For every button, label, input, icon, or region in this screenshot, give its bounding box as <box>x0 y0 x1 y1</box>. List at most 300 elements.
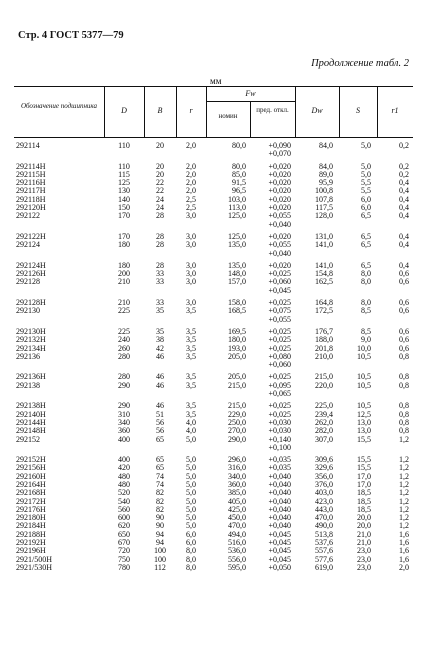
table-row <box>14 390 413 398</box>
cell-fw-limit-dev: +0,025 <box>268 409 291 419</box>
cell-r1: 1,2 <box>399 463 409 473</box>
cell-r1: 0,8 <box>399 351 409 361</box>
cell-r: 5,0 <box>186 471 196 481</box>
table-row <box>14 522 413 530</box>
cell-fw-limit-dev: +0,040 <box>268 513 291 523</box>
cell-r: 8,0 <box>186 562 196 572</box>
table-row <box>14 436 413 444</box>
cell-designation: 292168H <box>16 488 46 498</box>
cell-fw-nominal: 125,0 <box>228 211 246 221</box>
table-row <box>14 250 413 258</box>
cell-Dw: 309,6 <box>315 455 333 465</box>
cell-designation: 2921/500H <box>16 554 52 564</box>
cell-S: 5,5 <box>361 186 371 196</box>
cell-Dw: 172,5 <box>315 306 333 316</box>
cell-fw-limit-dev: +0,090 <box>268 141 291 150</box>
cell-B: 20 <box>156 141 164 150</box>
cell-D: 340 <box>118 417 130 427</box>
cell-B: 94 <box>156 529 164 539</box>
cell-Dw: 307,0 <box>315 434 333 444</box>
cell-designation: 292172H <box>16 496 46 506</box>
cell-fw-nominal: 80,0 <box>232 141 246 150</box>
cell-S: 17,0 <box>357 471 371 481</box>
cell-D: 170 <box>118 231 130 241</box>
cell-fw-limit-dev: +0,040 <box>268 479 291 489</box>
cell-Dw: 329,6 <box>315 463 333 473</box>
cell-r1: 0,6 <box>399 269 409 279</box>
cell-B <box>144 444 176 452</box>
cell-fw-limit-dev: +0,140 <box>268 434 291 444</box>
cell-designation <box>14 361 104 369</box>
cell-D: 310 <box>118 409 130 419</box>
cell-D: 280 <box>118 372 130 382</box>
cell-Dw: 117,5 <box>315 203 333 213</box>
cell-designation: 292116H <box>16 178 46 188</box>
cell-r: 3,5 <box>186 380 196 390</box>
cell-r: 4,0 <box>186 417 196 427</box>
cell-B <box>144 361 176 369</box>
cell-S: 21,0 <box>357 529 371 539</box>
cell-Dw: 131,0 <box>315 231 333 241</box>
cell-D <box>104 444 144 452</box>
cell-S: 17,0 <box>357 479 371 489</box>
cell-fw-nominal: 516,0 <box>228 538 246 548</box>
cell-B: 82 <box>156 504 164 514</box>
cell-B: 112 <box>154 562 166 572</box>
cell-r1: 1,2 <box>399 471 409 481</box>
cell-D <box>104 221 144 229</box>
cell-r: 3,5 <box>186 326 196 336</box>
cell-D: 140 <box>118 194 130 204</box>
cell-D: 240 <box>118 335 130 345</box>
cell-B: 28 <box>156 211 164 221</box>
cell-r: 3,0 <box>186 277 196 287</box>
cell-fw-limit-dev: +0,020 <box>268 169 291 179</box>
row-group <box>14 295 413 324</box>
cell-designation: 292188H <box>16 529 46 539</box>
cell-B: 90 <box>156 513 164 523</box>
cell-r1 <box>377 150 413 158</box>
cell-S: 8,0 <box>361 269 371 279</box>
cell-r1: 0,8 <box>399 417 409 427</box>
table-row <box>14 464 413 472</box>
cell-D <box>104 316 144 324</box>
cell-D <box>104 250 144 258</box>
cell-r1: 0,4 <box>399 194 409 204</box>
cell-S: 23,0 <box>357 546 371 556</box>
cell-fw-limit-dev: +0,040 <box>268 521 291 531</box>
cell-designation <box>14 250 104 258</box>
cell-r: 3,5 <box>186 335 196 345</box>
col-header-Fw: Fw <box>245 89 256 98</box>
cell-D: 280 <box>118 351 130 361</box>
cell-r: 3,5 <box>186 372 196 382</box>
cell-fw-limit-dev: +0,030 <box>268 417 291 427</box>
cell-D: 600 <box>118 513 130 523</box>
cell-fw-nominal: 80,0 <box>232 161 246 171</box>
cell-fw-limit-dev: +0,095 <box>268 380 291 390</box>
cell-fw-nominal: 290,0 <box>228 434 246 444</box>
cell-D: 210 <box>118 298 130 308</box>
cell-B: 46 <box>156 380 164 390</box>
cell-r1 <box>377 444 413 452</box>
table-row <box>14 489 413 497</box>
cell-S: 10,5 <box>357 372 371 382</box>
cell-S: 5,0 <box>361 141 371 150</box>
cell-r1 <box>377 361 413 369</box>
bearing-table <box>14 86 413 572</box>
col-header-Dw: Dw <box>311 106 323 115</box>
cell-fw-limit-dev: +0,025 <box>268 298 291 308</box>
cell-fw-nominal: 296,0 <box>228 455 246 465</box>
cell-S: 23,0 <box>357 554 371 564</box>
cell-fw-nominal: 385,0 <box>228 488 246 498</box>
cell-r: 3,0 <box>186 211 196 221</box>
cell-r1: 1,2 <box>399 479 409 489</box>
cell-B: 56 <box>156 417 164 427</box>
cell-fw-limit-dev: +0,035 <box>268 463 291 473</box>
cell-Dw: 162,5 <box>315 277 333 287</box>
cell-Dw: 201,8 <box>315 343 333 353</box>
cell-S: 13,0 <box>357 426 371 436</box>
cell-S <box>339 250 377 258</box>
cell-S: 6,0 <box>361 194 371 204</box>
cell-fw-limit-dev: +0,045 <box>268 554 291 564</box>
cell-Dw: 107,8 <box>315 194 333 204</box>
cell-D: 360 <box>118 426 130 436</box>
cell-designation: 292130 <box>16 306 40 316</box>
cell-D: 290 <box>118 380 130 390</box>
table-row <box>14 498 413 506</box>
cell-fw-nominal: 270,0 <box>228 426 246 436</box>
table-row <box>14 506 413 514</box>
cell-designation: 292160H <box>16 471 46 481</box>
cell-fw-limit-dev: +0,020 <box>268 260 291 270</box>
cell-fw-limit-dev: +0,020 <box>268 161 291 171</box>
cell-designation <box>14 150 104 158</box>
cell-B: 65 <box>156 455 164 465</box>
cell-Dw <box>295 361 339 369</box>
cell-designation: 292124H <box>16 260 46 270</box>
cell-designation: 292122H <box>16 231 46 241</box>
cell-D: 115 <box>118 169 130 179</box>
cell-r1 <box>377 390 413 398</box>
col-header-r1: r1 <box>391 106 399 115</box>
cell-fw-nominal: 595,0 <box>228 562 246 572</box>
cell-r1: 0,8 <box>399 409 409 419</box>
cell-designation: 292192H <box>16 538 46 548</box>
cell-r: 5,0 <box>186 521 196 531</box>
cell-S <box>339 361 377 369</box>
cell-r <box>176 287 206 295</box>
cell-B: 56 <box>156 426 164 436</box>
cell-r1: 1,6 <box>399 529 409 539</box>
cell-S: 18,5 <box>357 488 371 498</box>
cell-fw-nominal: 135,0 <box>228 240 246 250</box>
table-row <box>14 212 413 220</box>
cell-r1: 0,6 <box>399 326 409 336</box>
cell-r: 2,0 <box>186 169 196 179</box>
cell-Dw: 376,0 <box>315 479 333 489</box>
cell-r1: 0,6 <box>399 335 409 345</box>
cell-B: 90 <box>156 521 164 531</box>
table-row <box>14 514 413 522</box>
table-row <box>14 547 413 555</box>
table-row <box>14 163 413 171</box>
cell-S: 8,0 <box>361 277 371 287</box>
cell-Dw: 403,0 <box>315 488 333 498</box>
cell-B: 74 <box>156 479 164 489</box>
cell-fw-nominal: 193,0 <box>228 343 246 353</box>
cell-Dw <box>295 250 339 258</box>
cell-D: 225 <box>118 306 130 316</box>
table-body <box>14 138 413 572</box>
cell-S: 15,5 <box>357 455 371 465</box>
cell-fw-nominal: 96,5 <box>232 186 246 196</box>
cell-r1: 0,4 <box>399 178 409 188</box>
cell-D: 560 <box>118 504 130 514</box>
cell-S <box>339 390 377 398</box>
cell-designation: 292152H <box>16 455 46 465</box>
cell-r: 5,0 <box>186 479 196 489</box>
cell-S <box>339 221 377 229</box>
cell-Dw: 220,0 <box>315 380 333 390</box>
cell-designation <box>14 390 104 398</box>
table-row <box>14 353 413 361</box>
col-header-B: B <box>157 106 163 115</box>
cell-fw-nominal: 536,0 <box>228 546 246 556</box>
cell-Dw: 210,0 <box>315 351 333 361</box>
cell-D: 180 <box>118 240 130 250</box>
cell-D: 650 <box>118 529 130 539</box>
cell-S: 20,0 <box>357 513 371 523</box>
cell-Dw: 470,0 <box>315 513 333 523</box>
cell-S: 10,5 <box>357 380 371 390</box>
cell-S: 18,5 <box>357 504 371 514</box>
cell-fw-nominal: 360,0 <box>228 479 246 489</box>
cell-Dw: 239,4 <box>315 409 333 419</box>
cell-D: 170 <box>118 211 130 221</box>
cell-fw-limit-dev: +0,045 <box>268 285 291 295</box>
cell-fw-limit-dev: +0,020 <box>268 231 291 241</box>
table-row <box>14 287 413 295</box>
table-row <box>14 241 413 249</box>
cell-r: 3,0 <box>186 240 196 250</box>
table-row <box>14 262 413 270</box>
cell-B: 33 <box>156 277 164 287</box>
cell-S <box>339 287 377 295</box>
cell-fw-limit-dev: +0,055 <box>268 240 291 250</box>
cell-B: 35 <box>156 306 164 316</box>
cell-designation: 292118H <box>16 194 46 204</box>
cell-Dw: 443,0 <box>315 504 333 514</box>
cell-r: 2,0 <box>186 178 196 188</box>
cell-designation <box>14 316 104 324</box>
cell-Dw <box>295 390 339 398</box>
col-header-nominal: номин <box>218 112 238 120</box>
cell-r1: 0,4 <box>399 211 409 221</box>
cell-fw-nominal: 316,0 <box>228 463 246 473</box>
row-group <box>14 138 413 159</box>
cell-Dw: 84,0 <box>319 141 333 150</box>
cell-designation: 292120H <box>16 203 46 213</box>
cell-S: 5,5 <box>361 178 371 188</box>
cell-fw-nominal: 113,0 <box>228 203 246 213</box>
cell-designation: 292132H <box>16 335 46 345</box>
cell-B <box>144 390 176 398</box>
cell-B: 42 <box>156 343 164 353</box>
cell-designation: 292136H <box>16 372 46 382</box>
cell-fw-nominal: 85,0 <box>232 169 246 179</box>
cell-r: 3,5 <box>186 343 196 353</box>
cell-designation: 292117H <box>16 186 46 196</box>
cell-r1: 0,2 <box>399 141 409 150</box>
cell-B: 28 <box>156 240 164 250</box>
cell-B: 28 <box>156 231 164 241</box>
cell-B: 28 <box>156 260 164 270</box>
cell-Dw: 282,0 <box>315 426 333 436</box>
cell-S <box>339 316 377 324</box>
cell-Dw: 577,6 <box>315 554 333 564</box>
cell-fw-limit-dev: +0,030 <box>268 426 291 436</box>
cell-D: 520 <box>118 488 130 498</box>
cell-fw-limit-dev: +0,040 <box>268 219 291 229</box>
cell-fw-nominal: 158,0 <box>228 298 246 308</box>
cell-D <box>104 287 144 295</box>
cell-Dw: 215,0 <box>315 372 333 382</box>
cell-designation: 292180H <box>16 513 46 523</box>
table-row <box>14 456 413 464</box>
cell-B: 74 <box>156 471 164 481</box>
cell-S: 18,5 <box>357 496 371 506</box>
cell-designation: 292148H <box>16 426 46 436</box>
cell-D: 125 <box>118 178 130 188</box>
cell-fw-limit-dev: +0,040 <box>268 496 291 506</box>
cell-B: 38 <box>156 335 164 345</box>
cell-r <box>176 444 206 452</box>
cell-D <box>104 150 144 158</box>
cell-designation: 292124 <box>16 240 40 250</box>
cell-r <box>176 361 206 369</box>
cell-r1: 1,2 <box>399 488 409 498</box>
cell-fw-nominal <box>206 221 251 229</box>
cell-Dw <box>295 287 339 295</box>
cell-r1: 1,2 <box>399 434 409 444</box>
cell-fw-limit-dev: +0,070 <box>268 149 291 159</box>
cell-fw-limit-dev: +0,045 <box>268 546 291 556</box>
cell-Dw <box>295 316 339 324</box>
cell-S: 15,5 <box>357 463 371 473</box>
cell-designation: 292144H <box>16 417 46 427</box>
cell-r: 2,0 <box>186 186 196 196</box>
cell-fw-limit-dev: +0,060 <box>268 277 291 287</box>
table-row <box>14 373 413 381</box>
cell-Dw: 84,0 <box>319 161 333 171</box>
cell-fw-nominal: 103,0 <box>228 194 246 204</box>
row-group <box>14 159 413 229</box>
cell-r1: 1,6 <box>399 546 409 556</box>
cell-fw-nominal: 494,0 <box>228 529 246 539</box>
row-group <box>14 258 413 295</box>
table-row <box>14 299 413 307</box>
table-row <box>14 187 413 195</box>
cell-designation: 292138H <box>16 401 46 411</box>
cell-S: 20,0 <box>357 521 371 531</box>
cell-fw-nominal <box>206 361 251 369</box>
table-row <box>14 328 413 336</box>
cell-r1: 0,2 <box>399 169 409 179</box>
cell-designation: 292184H <box>16 521 46 531</box>
cell-r1: 0,8 <box>399 380 409 390</box>
cell-D: 620 <box>118 521 130 531</box>
table-row <box>14 531 413 539</box>
cell-B: 100 <box>154 546 166 556</box>
cell-designation: 292140H <box>16 409 46 419</box>
cell-r1: 0,8 <box>399 372 409 382</box>
cell-r: 3,0 <box>186 260 196 270</box>
cell-Dw: 164,8 <box>315 298 333 308</box>
table-row <box>14 473 413 481</box>
cell-S: 8,5 <box>361 306 371 316</box>
cell-r1: 0,4 <box>399 260 409 270</box>
cell-r1: 1,2 <box>399 513 409 523</box>
cell-designation <box>14 221 104 229</box>
cell-B: 24 <box>156 203 164 213</box>
cell-r1: 0,6 <box>399 277 409 287</box>
cell-fw-nominal: 556,0 <box>228 554 246 564</box>
cell-D: 260 <box>118 343 130 353</box>
cell-r: 5,0 <box>186 463 196 473</box>
cell-r <box>176 221 206 229</box>
cell-fw-limit-dev: +0,050 <box>268 562 291 572</box>
cell-designation: 292128H <box>16 298 46 308</box>
cell-S: 8,5 <box>361 326 371 336</box>
cell-designation: 292156H <box>16 463 46 473</box>
cell-fw-limit-dev: +0,060 <box>268 360 291 370</box>
cell-B: 82 <box>156 488 164 498</box>
table-row <box>14 361 413 369</box>
table-row <box>14 402 413 410</box>
cell-S: 21,0 <box>357 538 371 548</box>
cell-r1: 0,8 <box>399 401 409 411</box>
cell-fw-nominal: 450,0 <box>228 513 246 523</box>
cell-fw-nominal: 250,0 <box>228 417 246 427</box>
cell-B: 35 <box>156 326 164 336</box>
cell-fw-nominal: 148,0 <box>228 269 246 279</box>
cell-r: 5,0 <box>186 455 196 465</box>
cell-S: 13,0 <box>357 417 371 427</box>
cell-r1: 0,6 <box>399 306 409 316</box>
table-row <box>14 307 413 315</box>
cell-D: 420 <box>118 463 130 473</box>
col-header-designation: Обозначение подшипника <box>20 102 98 110</box>
cell-Dw: 490,0 <box>315 521 333 531</box>
cell-designation: 292134H <box>16 343 46 353</box>
cell-r1: 0,4 <box>399 231 409 241</box>
cell-r1: 1,2 <box>399 504 409 514</box>
cell-S: 12,5 <box>357 409 371 419</box>
cell-r1: 0,2 <box>399 161 409 171</box>
cell-designation <box>14 444 104 452</box>
cell-B: 24 <box>156 194 164 204</box>
cell-S: 8,0 <box>361 298 371 308</box>
cell-S: 15,5 <box>357 434 371 444</box>
cell-D: 290 <box>118 401 130 411</box>
cell-r: 5,0 <box>186 434 196 444</box>
cell-Dw: 557,6 <box>315 546 333 556</box>
cell-S: 6,5 <box>361 211 371 221</box>
cell-r: 5,0 <box>186 504 196 514</box>
